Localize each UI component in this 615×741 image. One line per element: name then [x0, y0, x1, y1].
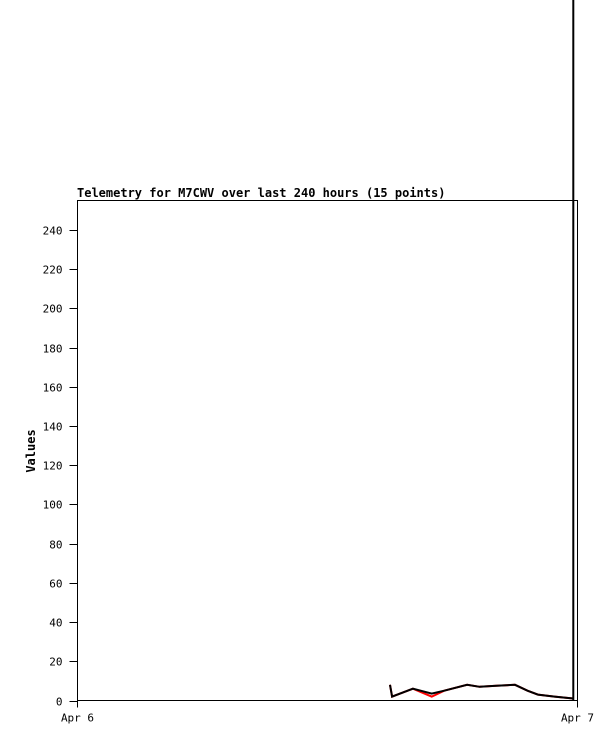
- y-tick-label: 20: [49, 655, 63, 669]
- y-axis-label: Values: [24, 429, 38, 473]
- series-lines: [390, 0, 573, 701]
- y-tick-label: 120: [42, 459, 63, 473]
- x-axis-ticks: [61, 701, 594, 725]
- y-tick-label: 200: [42, 302, 63, 316]
- y-tick-label: 180: [42, 342, 63, 356]
- y-tick-label: 0: [55, 695, 63, 709]
- y-tick-label: 140: [42, 420, 63, 434]
- y-tick-label: 80: [49, 538, 63, 552]
- y-tick-label: 240: [42, 224, 63, 238]
- y-tick-label: 40: [49, 616, 63, 630]
- plot-frame: [78, 201, 578, 701]
- x-tick-label: Apr 6: [60, 711, 95, 725]
- y-tick-label: 160: [42, 381, 63, 395]
- chart-title: Telemetry for M7CWV over last 240 hours (15 points): [77, 186, 446, 200]
- y-tick-label: 60: [49, 577, 63, 591]
- y-tick-label: 220: [42, 263, 63, 277]
- y-axis-ticks: [43, 225, 78, 709]
- y-tick-label: 100: [42, 498, 63, 512]
- x-tick-label: Apr 7: [560, 711, 595, 725]
